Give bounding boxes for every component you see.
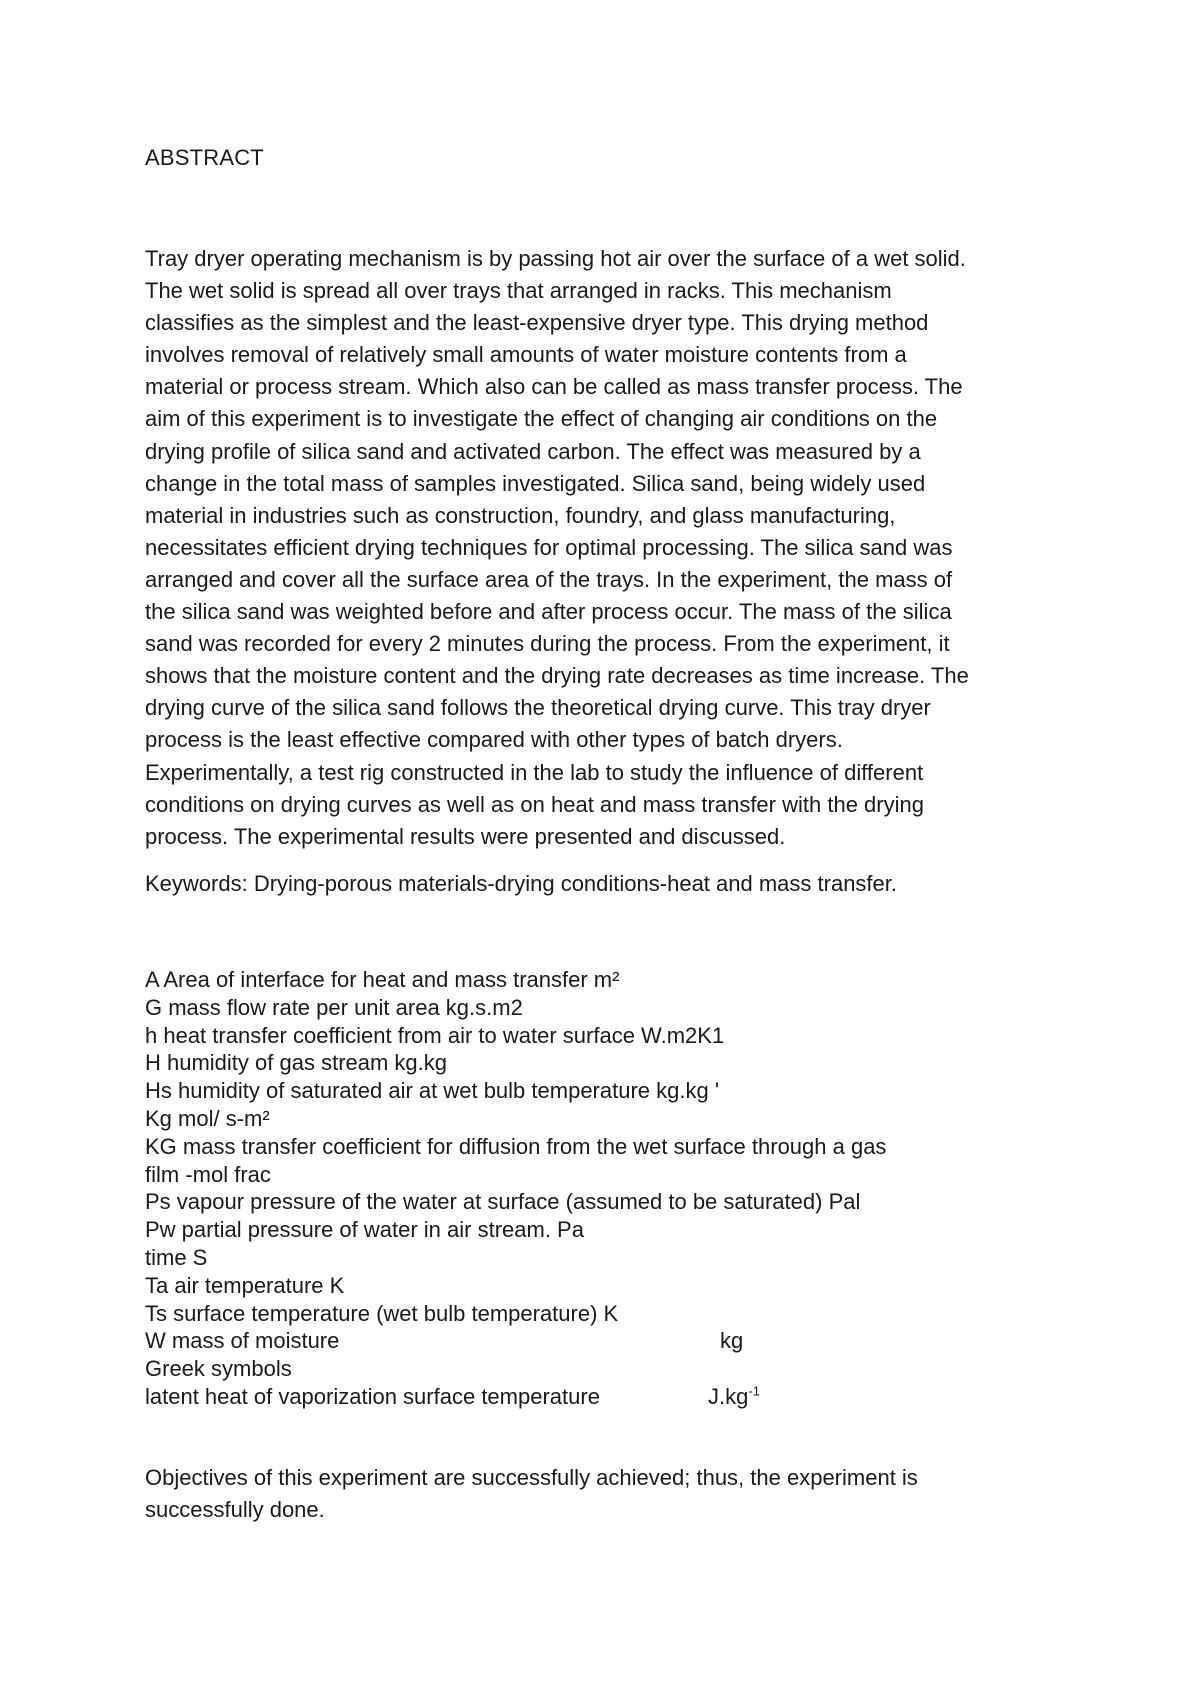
nomenclature-item: KG mass transfer coefficient for diffusion from the wet surface through a gas: [145, 1133, 887, 1159]
abstract-line: Tray dryer operating mechanism is by passing hot air over the surface of a wet solid.: [145, 246, 966, 271]
conclusion-line: Objectives of this experiment are successfully achieved; thus, the experiment is: [145, 1465, 918, 1490]
nomenclature-item: Ps vapour pressure of the water at surface (assumed to be saturated) Pal: [145, 1189, 861, 1215]
abstract-line: sand was recorded for every 2 minutes during the process. From the experiment, it: [145, 631, 950, 657]
nomenclature-label: W mass of moisture: [145, 1328, 340, 1354]
conclusion-line: successfully done.: [145, 1497, 325, 1522]
abstract-line: shows that the moisture content and the drying rate decreases as time increase. The: [145, 663, 969, 689]
abstract-line: process. The experimental results were presented and discussed.: [145, 823, 786, 849]
nomenclature-item: H humidity of gas stream kg.kg: [145, 1050, 448, 1076]
abstract-paragraph: [145, 243, 1065, 853]
abstract-line: necessitates efficient drying techniques for optimal processing. The silica sand was: [145, 534, 953, 560]
abstract-line: aim of this experiment is to investigate the effect of changing air conditions on the: [145, 406, 938, 432]
abstract-line: drying curve of the silica sand follows the theoretical drying curve. This tray dryer: [145, 695, 931, 721]
abstract-line: The wet solid is spread all over trays that arranged in racks. This mechanism: [145, 278, 892, 304]
nomenclature-item: h heat transfer coefficient from air to water surface W.m2K1: [145, 1022, 725, 1048]
nomenclature-unit: [708, 1383, 760, 1411]
abstract-line: drying profile of silica sand and activated carbon. The effect was measured by a: [145, 438, 921, 464]
nomenclature-item: G mass flow rate per unit area kg.s.m2: [145, 994, 523, 1020]
nomenclature-item: film -mol frac: [145, 1161, 271, 1187]
nomenclature-item: Ts surface temperature (wet bulb temperature) K: [145, 1300, 619, 1326]
conclusion-paragraph: [145, 1462, 1065, 1526]
nomenclature-item-latent-heat: [145, 1383, 1065, 1411]
abstract-line: material or process stream. Which also can be called as mass transfer process. The: [145, 374, 963, 400]
nomenclature-item: Kg mol/ s-m²: [145, 1105, 270, 1131]
nomenclature-item: A Area of interface for heat and mass transfer m²: [145, 967, 620, 992]
abstract-line: involves removal of relatively small amounts of water moisture contents from a: [145, 342, 907, 368]
abstract-line: process is the least effective compared with other types of batch dryers.: [145, 727, 843, 753]
abstract-line: Experimentally, a test rig constructed in the lab to study the influence of different: [145, 759, 924, 785]
abstract-line: material in industries such as construction, foundry, and glass manufacturing,: [145, 502, 896, 528]
nomenclature-item: Ta air temperature K: [145, 1272, 345, 1298]
nomenclature-item-mass-of-moisture: [145, 1327, 1065, 1355]
abstract-line: classifies as the simplest and the least-expensive dryer type. This drying method: [145, 310, 929, 336]
nomenclature-item: time S: [145, 1244, 208, 1270]
abstract-line: conditions on drying curves as well as on heat and mass transfer with the drying: [145, 791, 924, 817]
abstract-heading: ABSTRACT: [145, 145, 264, 170]
abstract-line: the silica sand was weighted before and after process occur. The mass of the silica: [145, 599, 952, 625]
nomenclature-list: [145, 966, 1065, 1411]
keywords-line: Keywords: Drying-porous materials-drying conditions-heat and mass transfer.: [145, 871, 897, 896]
unit-exponent: -1: [748, 1383, 760, 1399]
nomenclature-item: Pw partial pressure of water in air stream. Pa: [145, 1217, 584, 1243]
abstract-line: arranged and cover all the surface area of the trays. In the experiment, the mass of: [145, 566, 953, 592]
nomenclature-item: Hs humidity of saturated air at wet bulb temperature kg.kg ': [145, 1078, 720, 1104]
nomenclature-label: latent heat of vaporization surface temperature: [145, 1383, 600, 1409]
unit-base: J.kg: [708, 1383, 749, 1409]
greek-symbols-heading: Greek symbols: [145, 1356, 292, 1382]
nomenclature-unit: kg: [720, 1328, 744, 1354]
abstract-line: change in the total mass of samples investigated. Silica sand, being widely used: [145, 470, 926, 496]
